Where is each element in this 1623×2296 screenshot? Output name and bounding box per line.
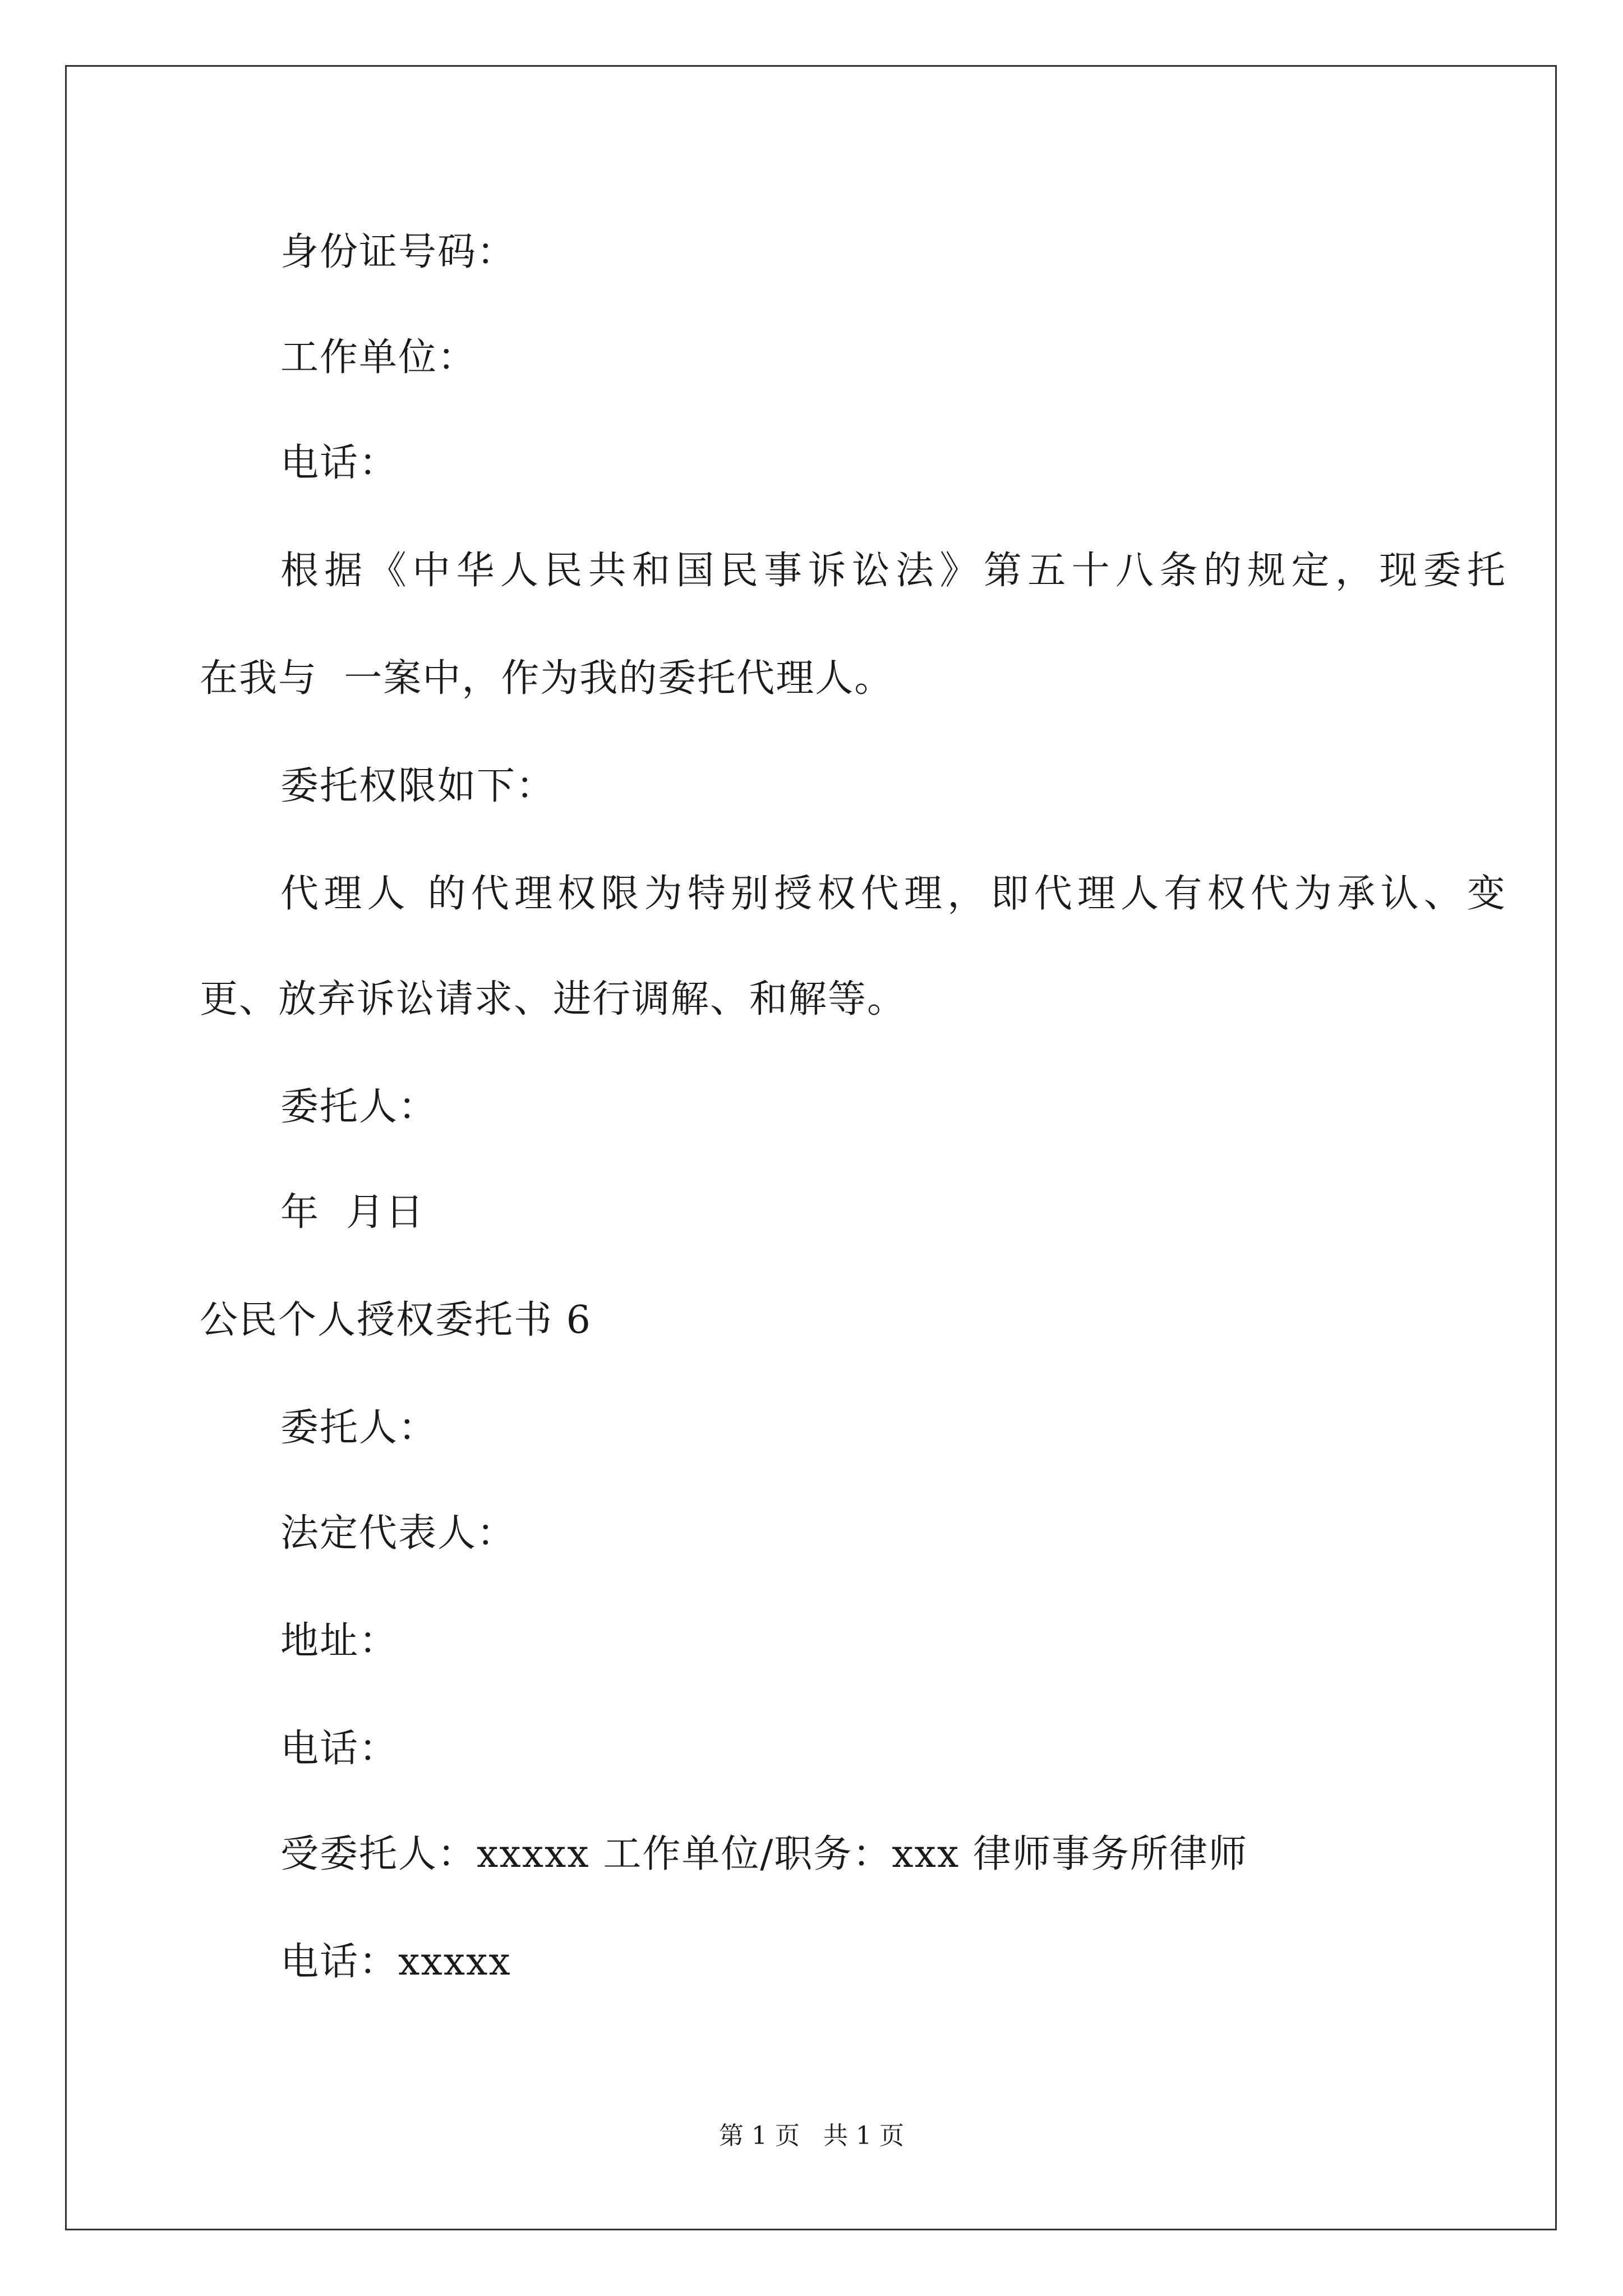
principal-signature-label: 委托人：: [280, 1085, 438, 1129]
phone-label: 电话：: [280, 441, 399, 485]
id-number-label: 身份证号码：: [280, 230, 517, 274]
paragraph-authority-line1: 代理人 的代理权限为特别授权代理，即代理人有权代为承认、变: [280, 872, 1506, 916]
agent-phone-line: 电话：xxxxx: [280, 1940, 511, 1984]
agent-info-line: 受委托人：xxxxx 工作单位/职务：xxx 律师事务所律师: [280, 1832, 1248, 1876]
principal-label: 委托人：: [280, 1406, 438, 1450]
legal-representative-label: 法定代表人：: [280, 1511, 517, 1556]
section-title: 公民个人授权委托书 6: [200, 1298, 592, 1342]
paragraph-legal-basis-line2: 在我与 一案中，作为我的委托代理人。: [200, 656, 894, 701]
work-unit-label: 工作单位：: [280, 335, 477, 380]
phone-label-2: 电话：: [280, 1727, 399, 1771]
page-footer: 第 1 页 共 1 页: [719, 2122, 904, 2150]
authority-heading: 委托权限如下：: [280, 764, 556, 808]
paragraph-legal-basis-line1: 根据《中华人民共和国民事诉讼法》第五十八条的规定，现委托: [280, 549, 1506, 593]
address-label: 地址：: [280, 1619, 399, 1663]
page-border: [65, 65, 1557, 2230]
date-line: 年 月日: [280, 1190, 425, 1235]
paragraph-authority-line2: 更、放弃诉讼请求、进行调解、和解等。: [200, 977, 907, 1022]
